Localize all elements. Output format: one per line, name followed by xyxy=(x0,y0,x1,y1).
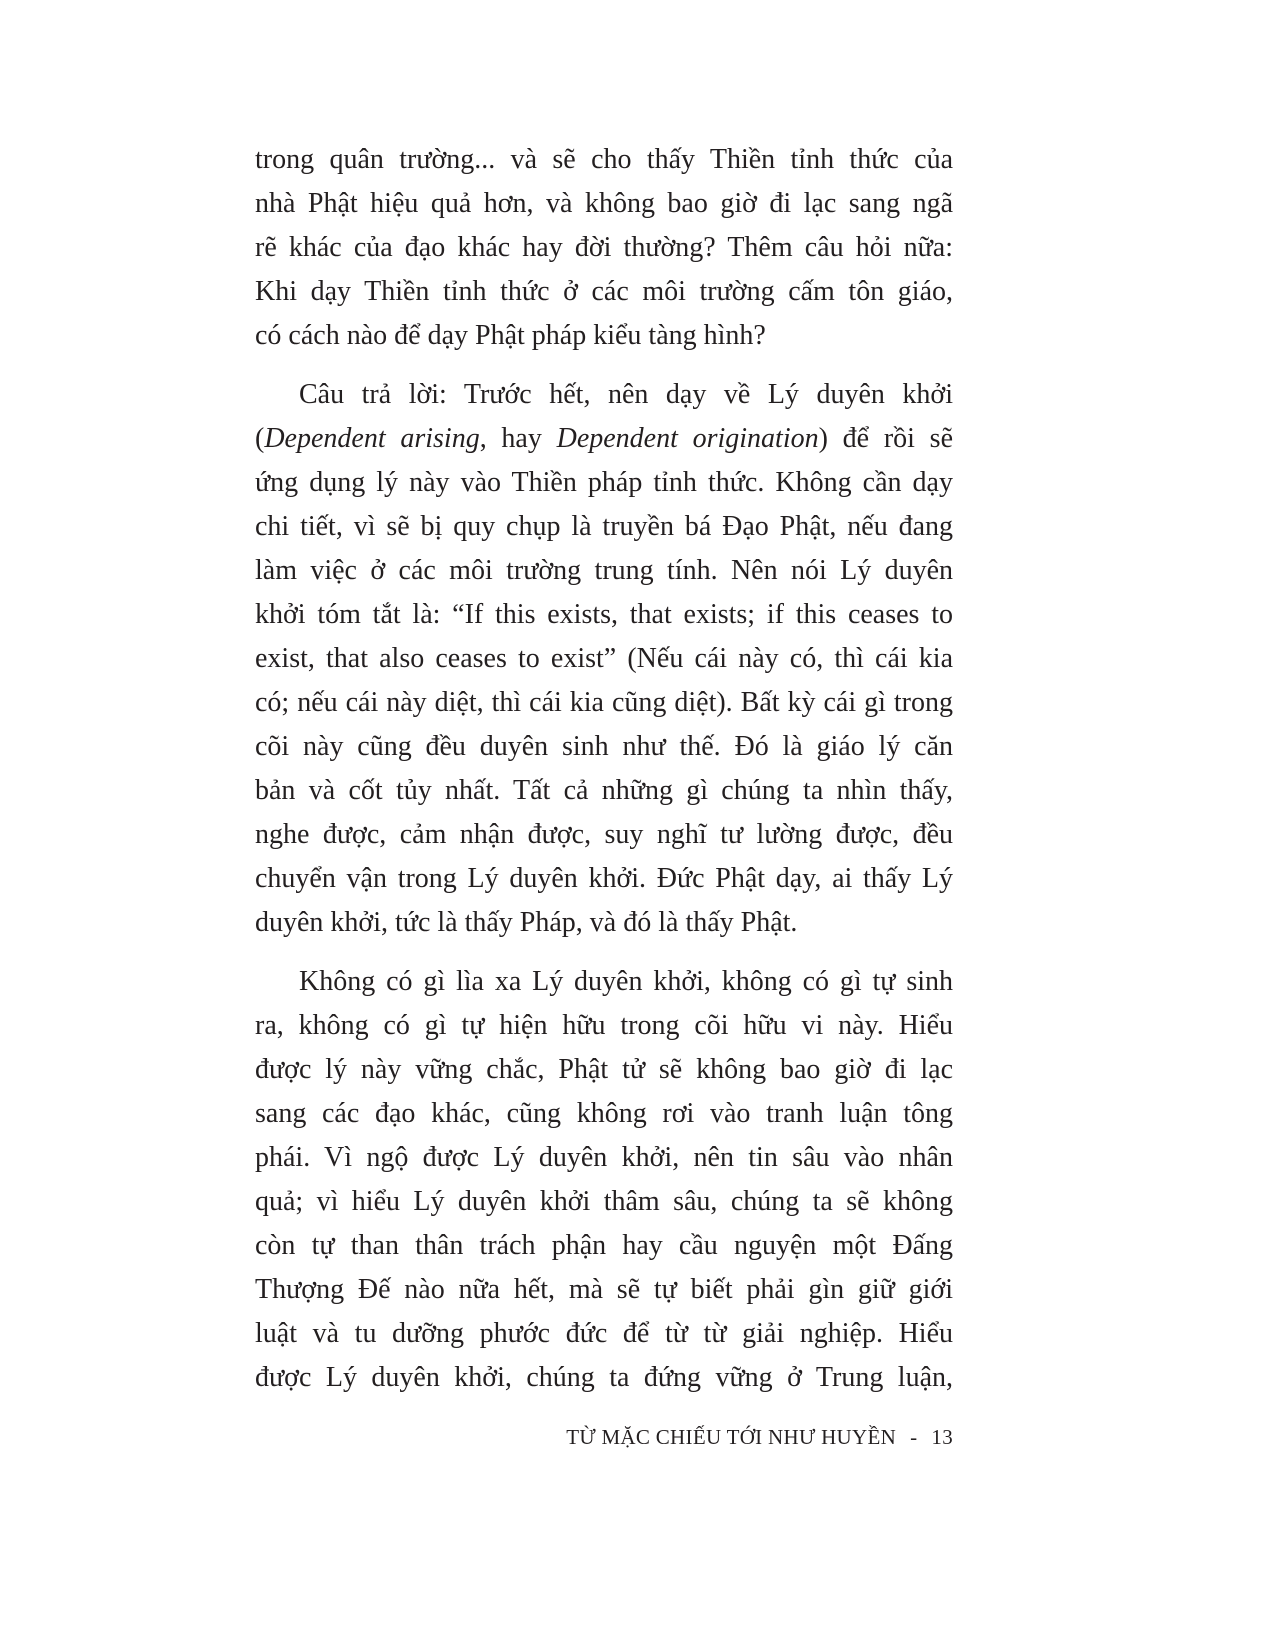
text-segment: được Lý duyên khởi, chúng ta đứng vững ở Trung luận, xyxy=(255,1362,953,1393)
text-segment: Thượng Đế nào nữa hết, mà sẽ tự biết phải gìn giữ giới xyxy=(255,1274,953,1305)
text-segment: nghe được, cảm nhận được, suy nghĩ tư lường được, đều xyxy=(255,819,953,850)
text-segment: cõi này cũng đều duyên sinh như thế. Đó là giáo lý căn xyxy=(255,731,953,762)
text-segment: được lý này vững chắc, Phật tử sẽ không bao giờ đi lạc xyxy=(255,1054,953,1085)
italic-term: Dependent arising xyxy=(264,423,480,454)
text-segment: bản và cốt tủy nhất. Tất cả những gì chúng ta nhìn thấy, xyxy=(255,775,953,806)
text-segment: có cách nào để dạy Phật pháp kiểu tàng hình? xyxy=(255,320,766,351)
text-segment: sang các đạo khác, cũng không rơi vào tranh luận tông xyxy=(255,1098,953,1129)
page-number: 13 xyxy=(931,1425,953,1449)
text-segment: Không có gì lìa xa Lý duyên khởi, không có gì tự sinh xyxy=(299,966,953,997)
text-line xyxy=(255,769,953,813)
text-line xyxy=(255,226,953,270)
text-segment: ) để rồi sẽ xyxy=(818,423,953,454)
paragraph xyxy=(255,960,953,1400)
text-segment: luật và tu dưỡng phước đức để từ từ giải nghiệp. Hiểu xyxy=(255,1318,953,1349)
text-line xyxy=(255,314,953,358)
text-segment: khởi tóm tắt là: “If this exists, that exists; if this ceases to xyxy=(255,599,953,630)
text-segment: có; nếu cái này diệt, thì cái kia cũng diệt). Bất kỳ cái gì trong xyxy=(255,687,953,718)
text-line xyxy=(255,1004,953,1048)
text-line xyxy=(255,593,953,637)
page-body xyxy=(255,138,953,1415)
text-line xyxy=(255,549,953,593)
text-line xyxy=(255,637,953,681)
text-segment: trong quân trường... và sẽ cho thấy Thiền tỉnh thức của xyxy=(255,144,953,175)
text-segment: , hay xyxy=(479,423,557,454)
text-segment: nhà Phật hiệu quả hơn, và không bao giờ đi lạc sang ngã xyxy=(255,188,953,219)
text-line xyxy=(255,1092,953,1136)
text-line xyxy=(255,461,953,505)
text-segment: Câu trả lời: Trước hết, nên dạy về Lý duyên khởi xyxy=(299,379,953,410)
text-line xyxy=(255,505,953,549)
running-title: TỪ MẶC CHIẾU TỚI NHƯ HUYỀN xyxy=(566,1425,897,1449)
text-line xyxy=(255,901,953,945)
text-segment: ( xyxy=(255,423,265,454)
text-line xyxy=(255,960,953,1004)
text-line xyxy=(255,1224,953,1268)
text-line xyxy=(255,270,953,314)
text-line xyxy=(255,138,953,182)
text-line xyxy=(255,1136,953,1180)
text-segment: Khi dạy Thiền tỉnh thức ở các môi trường cấm tôn giáo, xyxy=(255,276,953,307)
text-segment: phái. Vì ngộ được Lý duyên khởi, nên tin sâu vào nhân xyxy=(255,1142,953,1173)
text-line xyxy=(255,1268,953,1312)
page-footer xyxy=(566,1425,953,1450)
text-line xyxy=(255,1356,953,1400)
text-segment: làm việc ở các môi trường trung tính. Nên nói Lý duyên xyxy=(255,555,953,586)
text-line xyxy=(255,417,953,461)
text-line xyxy=(255,857,953,901)
text-segment: exist, that also ceases to exist” (Nếu cái này có, thì cái kia xyxy=(255,643,953,674)
text-line xyxy=(255,1312,953,1356)
text-segment: còn tự than thân trách phận hay cầu nguyện một Đấng xyxy=(255,1230,953,1261)
footer-separator: - xyxy=(910,1425,918,1449)
text-line xyxy=(255,1180,953,1224)
text-line xyxy=(255,813,953,857)
text-line xyxy=(255,373,953,417)
text-segment: rẽ khác của đạo khác hay đời thường? Thêm câu hỏi nữa: xyxy=(255,232,953,263)
text-segment: ra, không có gì tự hiện hữu trong cõi hữu vi này. Hiểu xyxy=(255,1010,953,1041)
text-segment: chi tiết, vì sẽ bị quy chụp là truyền bá Đạo Phật, nếu đang xyxy=(255,511,953,542)
italic-term: Dependent origination xyxy=(556,423,819,454)
text-line xyxy=(255,182,953,226)
text-line xyxy=(255,1048,953,1092)
paragraph xyxy=(255,373,953,945)
text-segment: ứng dụng lý này vào Thiền pháp tỉnh thức. Không cần dạy xyxy=(255,467,953,498)
text-segment: quả; vì hiểu Lý duyên khởi thâm sâu, chúng ta sẽ không xyxy=(255,1186,953,1217)
text-segment: duyên khởi, tức là thấy Pháp, và đó là thấy Phật. xyxy=(255,907,798,938)
text-line xyxy=(255,681,953,725)
text-segment: chuyển vận trong Lý duyên khởi. Đức Phật dạy, ai thấy Lý xyxy=(255,863,953,894)
text-line xyxy=(255,725,953,769)
paragraph xyxy=(255,138,953,358)
